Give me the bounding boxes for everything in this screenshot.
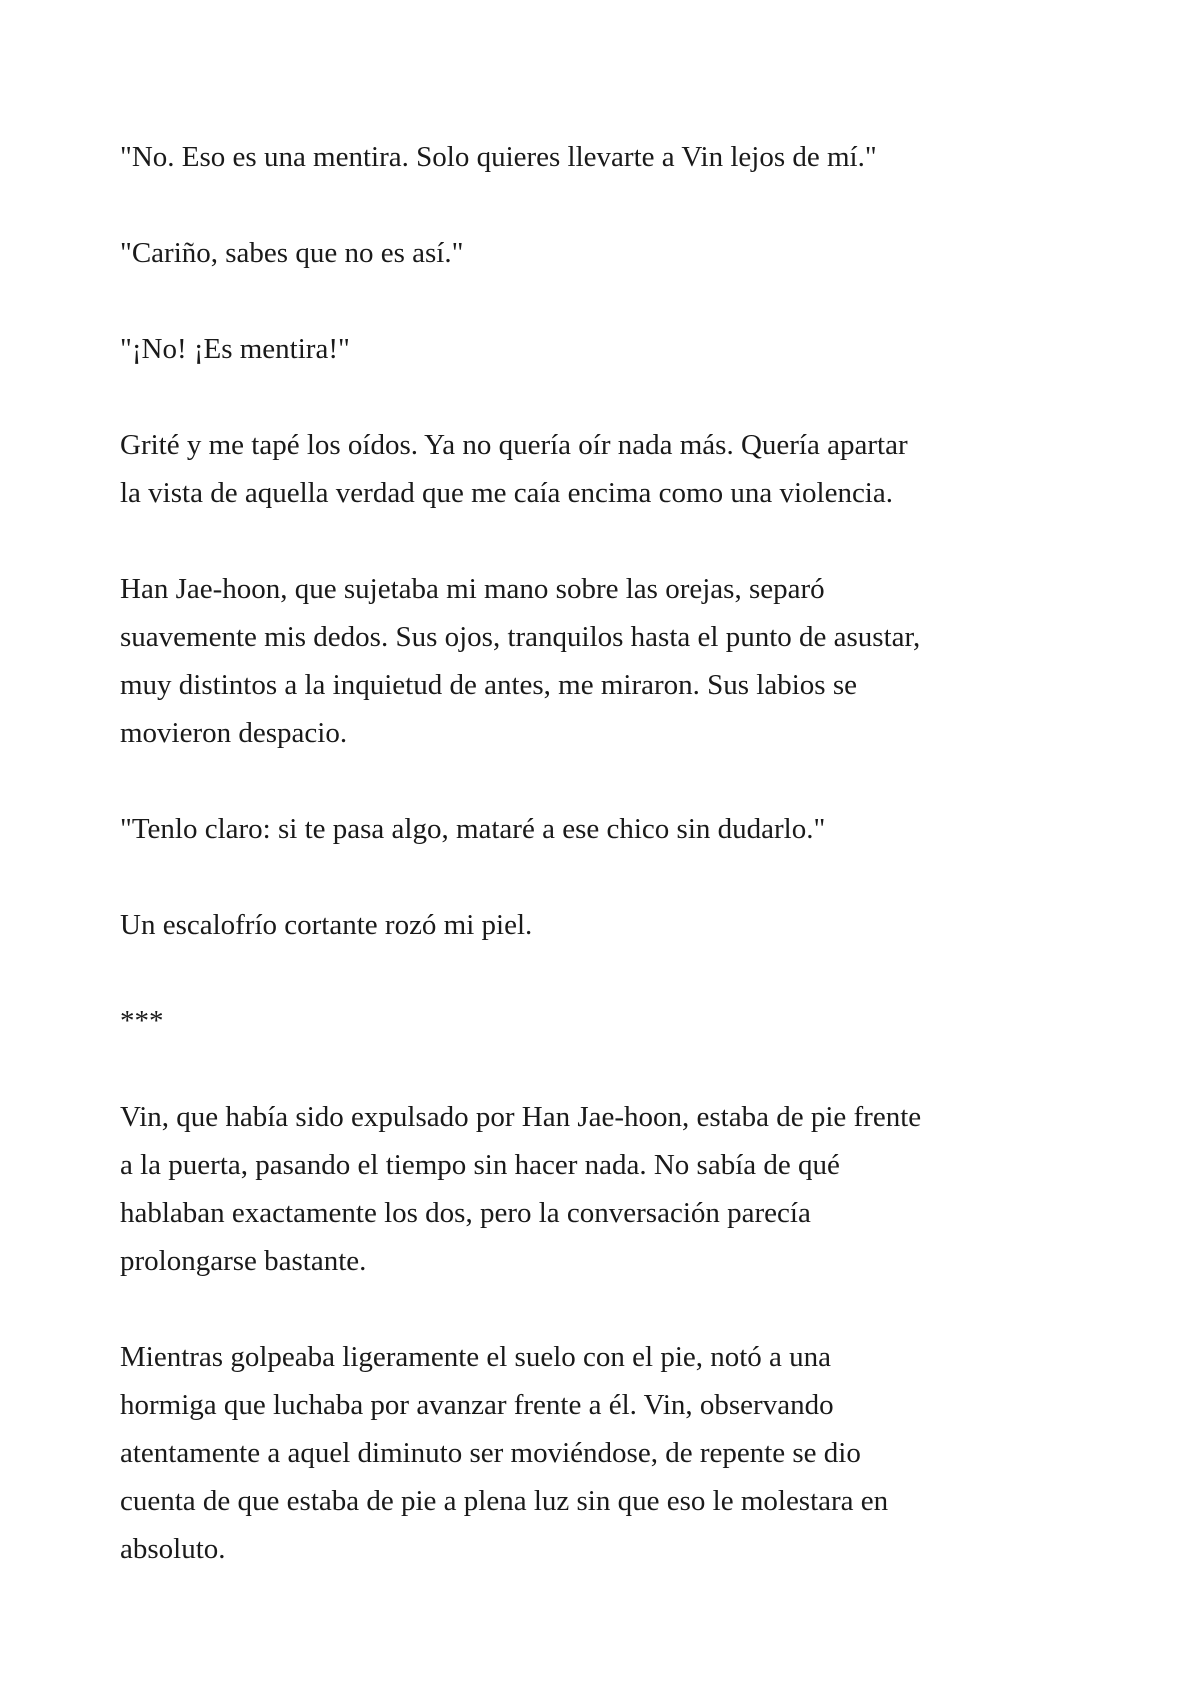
paragraph (120, 133, 1120, 181)
paragraph (120, 1093, 1120, 1285)
text-line: "Tenlo claro: si te pasa algo, mataré a ese chico sin dudarlo." (120, 813, 826, 845)
text-line: suavemente mis dedos. Sus ojos, tranquilos hasta el punto de asustar, (120, 621, 921, 653)
text-line: *** (120, 1005, 164, 1037)
text-line: atentamente a aquel diminuto ser moviéndose, de repente se dio (120, 1437, 861, 1469)
text-line: "No. Eso es una mentira. Solo quieres llevarte a Vin lejos de mí." (120, 141, 877, 173)
text-line: la vista de aquella verdad que me caía encima como una violencia. (120, 477, 893, 509)
text-line: a la puerta, pasando el tiempo sin hacer nada. No sabía de qué (120, 1149, 840, 1181)
text-line: hablaban exactamente los dos, pero la conversación parecía (120, 1197, 811, 1229)
text-line: absoluto. (120, 1533, 226, 1565)
paragraph (120, 421, 1120, 517)
text-line: "Cariño, sabes que no es así." (120, 237, 464, 269)
paragraph (120, 325, 1120, 373)
text-line: "¡No! ¡Es mentira!" (120, 333, 350, 365)
paragraph (120, 229, 1120, 277)
paragraph (120, 565, 1120, 757)
section-break (120, 997, 1120, 1045)
paragraph (120, 901, 1120, 949)
text-line: Un escalofrío cortante rozó mi piel. (120, 909, 533, 941)
paragraph (120, 1333, 1120, 1573)
text-line: Grité y me tapé los oídos. Ya no quería oír nada más. Quería apartar (120, 429, 908, 461)
text-line: muy distintos a la inquietud de antes, me miraron. Sus labios se (120, 669, 857, 701)
text-line: Mientras golpeaba ligeramente el suelo con el pie, notó a una (120, 1341, 832, 1373)
document-page (120, 133, 1120, 1621)
text-line: movieron despacio. (120, 717, 348, 749)
text-line: Han Jae-hoon, que sujetaba mi mano sobre las orejas, separó (120, 573, 825, 605)
text-line: prolongarse bastante. (120, 1245, 367, 1277)
paragraph (120, 805, 1120, 853)
text-line: Vin, que había sido expulsado por Han Jae-hoon, estaba de pie frente (120, 1101, 922, 1133)
text-line: cuenta de que estaba de pie a plena luz sin que eso le molestara en (120, 1485, 889, 1517)
text-line: hormiga que luchaba por avanzar frente a él. Vin, observando (120, 1389, 834, 1421)
